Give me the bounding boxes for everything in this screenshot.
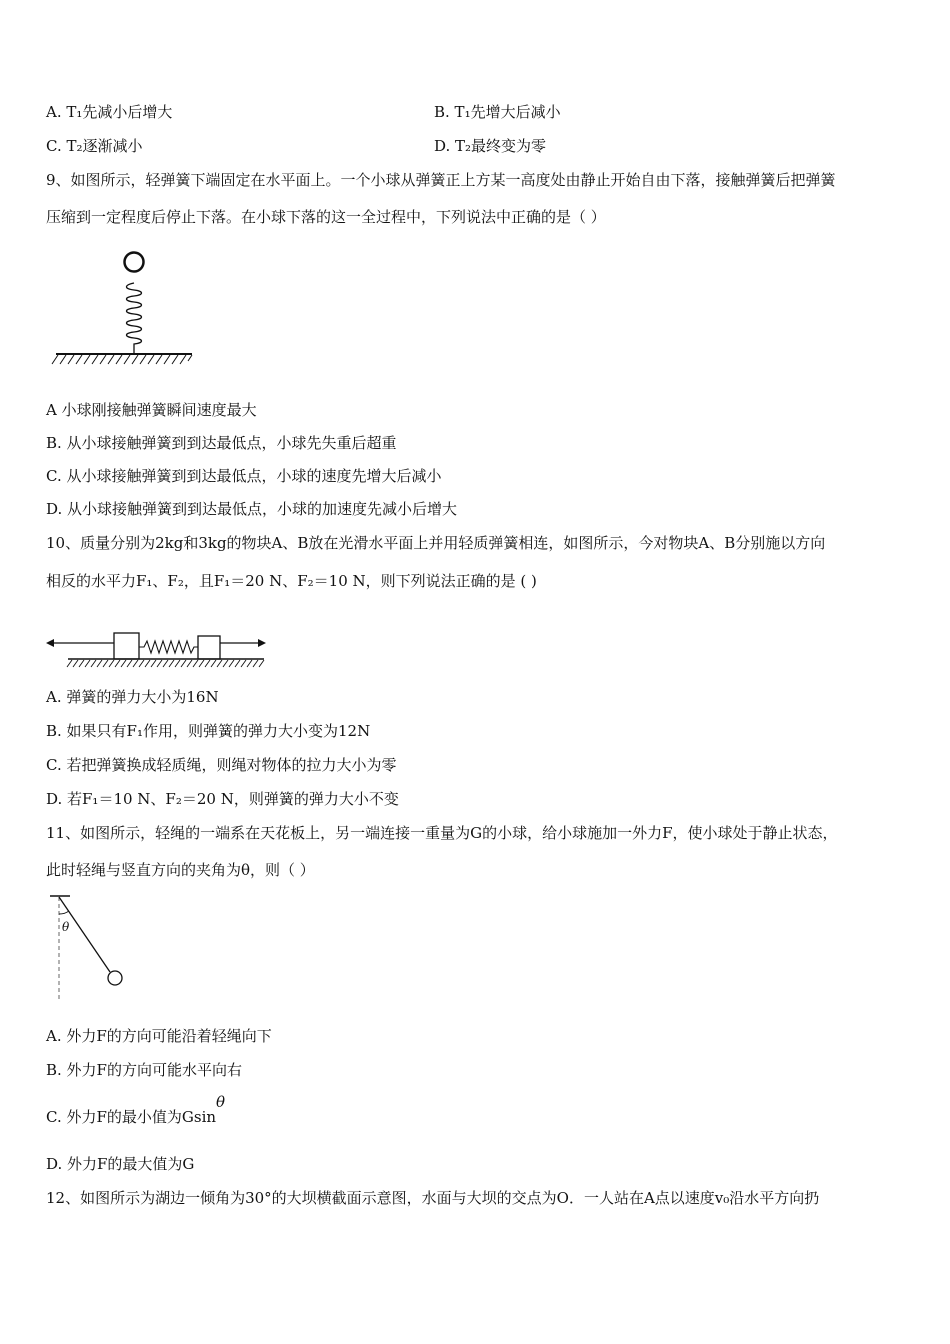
q9-stem-line-2: 压缩到一定程度后停止下落。在小球下落的这一全过程中，下列说法中正确的是（ ） <box>46 208 606 226</box>
q11-option-d: D. 外力F的最大值为G <box>46 1155 195 1173</box>
q10-option-a: A. 弹簧的弹力大小为16N <box>46 688 219 706</box>
ball-icon <box>108 971 122 985</box>
q8-option-a: A. T₁先减小后增大 <box>46 103 173 121</box>
q10-blocks-spring-figure <box>44 625 274 675</box>
q11-option-b: B. 外力F的方向可能水平向右 <box>46 1061 242 1079</box>
q8-option-b: B. T₁先增大后减小 <box>434 103 561 121</box>
q9-option-d: D. 从小球接触弹簧到到达最低点，小球的加速度先减小后增大 <box>46 500 458 518</box>
q11-option-c-text: C. 外力F的最小值为Gsin <box>46 1108 217 1126</box>
q10-option-d: D. 若F₁＝10 N、F₂＝20 N，则弹簧的弹力大小不变 <box>46 790 399 808</box>
q9-option-a: A 小球刚接触弹簧瞬间速度最大 <box>46 401 257 419</box>
spring-icon <box>127 283 142 353</box>
q9-stem-line-1: 9、如图所示，轻弹簧下端固定在水平面上。一个小球从弹簧正上方某一高度处由静止开始自由下落，接触弹簧后把弹簧 <box>46 171 836 189</box>
q12-stem-line-1: 12、如图所示为湖边一倾角为30°的大坝横截面示意图，水面与大坝的交点为O．一人站在A点以速度v₀沿水平方向扔 <box>46 1189 820 1207</box>
q10-option-c: C. 若把弹簧换成轻质绳，则绳对物体的拉力大小为零 <box>46 756 397 774</box>
q9-option-b: B. 从小球接触弹簧到到达最低点，小球先失重后超重 <box>46 434 397 452</box>
q11-option-c <box>46 1093 226 1127</box>
ground-hatch <box>67 660 264 667</box>
q11-stem-line-1: 11、如图所示，轻绳的一端系在天花板上，另一端连接一重量为G的小球，给小球施加一外力F，使小球处于静止状态， <box>46 824 838 842</box>
q9-option-c: C. 从小球接触弹簧到到达最低点，小球的速度先增大后减小 <box>46 467 442 485</box>
block-b <box>198 636 220 659</box>
rope-line <box>59 897 110 972</box>
q10-option-b: B. 如果只有F₁作用，则弹簧的弹力大小变为12N <box>46 722 371 740</box>
q11-stem-line-2: 此时轻绳与竖直方向的夹角为θ，则（ ） <box>46 861 315 879</box>
q11-pendulum-figure <box>44 890 144 1005</box>
q11-option-c-theta: θ <box>216 1093 226 1111</box>
q10-stem-line-2: 相反的水平力F₁、F₂，且F₁＝20 N、F₂＝10 N，则下列说法正确的是 ( ) <box>46 572 537 590</box>
q10-stem-line-1: 10、质量分别为2kg和3kg的物块A、B放在光滑水平面上并用轻质弹簧相连，如图所示，今对物块A、B分别施以方向 <box>46 534 826 552</box>
q8-option-c: C. T₂逐渐减小 <box>46 137 143 155</box>
theta-label: θ <box>62 920 70 934</box>
block-a <box>114 633 139 659</box>
arrow-right-icon <box>258 639 266 647</box>
spring-icon <box>139 641 198 653</box>
ground-hatch <box>52 355 192 364</box>
q11-option-a: A. 外力F的方向可能沿着轻绳向下 <box>46 1027 272 1045</box>
arrow-left-icon <box>46 639 54 647</box>
ball-icon <box>125 253 144 272</box>
q9-spring-ball-figure <box>50 245 200 370</box>
angle-arc <box>59 911 69 914</box>
q8-option-d: D. T₂最终变为零 <box>434 137 547 155</box>
